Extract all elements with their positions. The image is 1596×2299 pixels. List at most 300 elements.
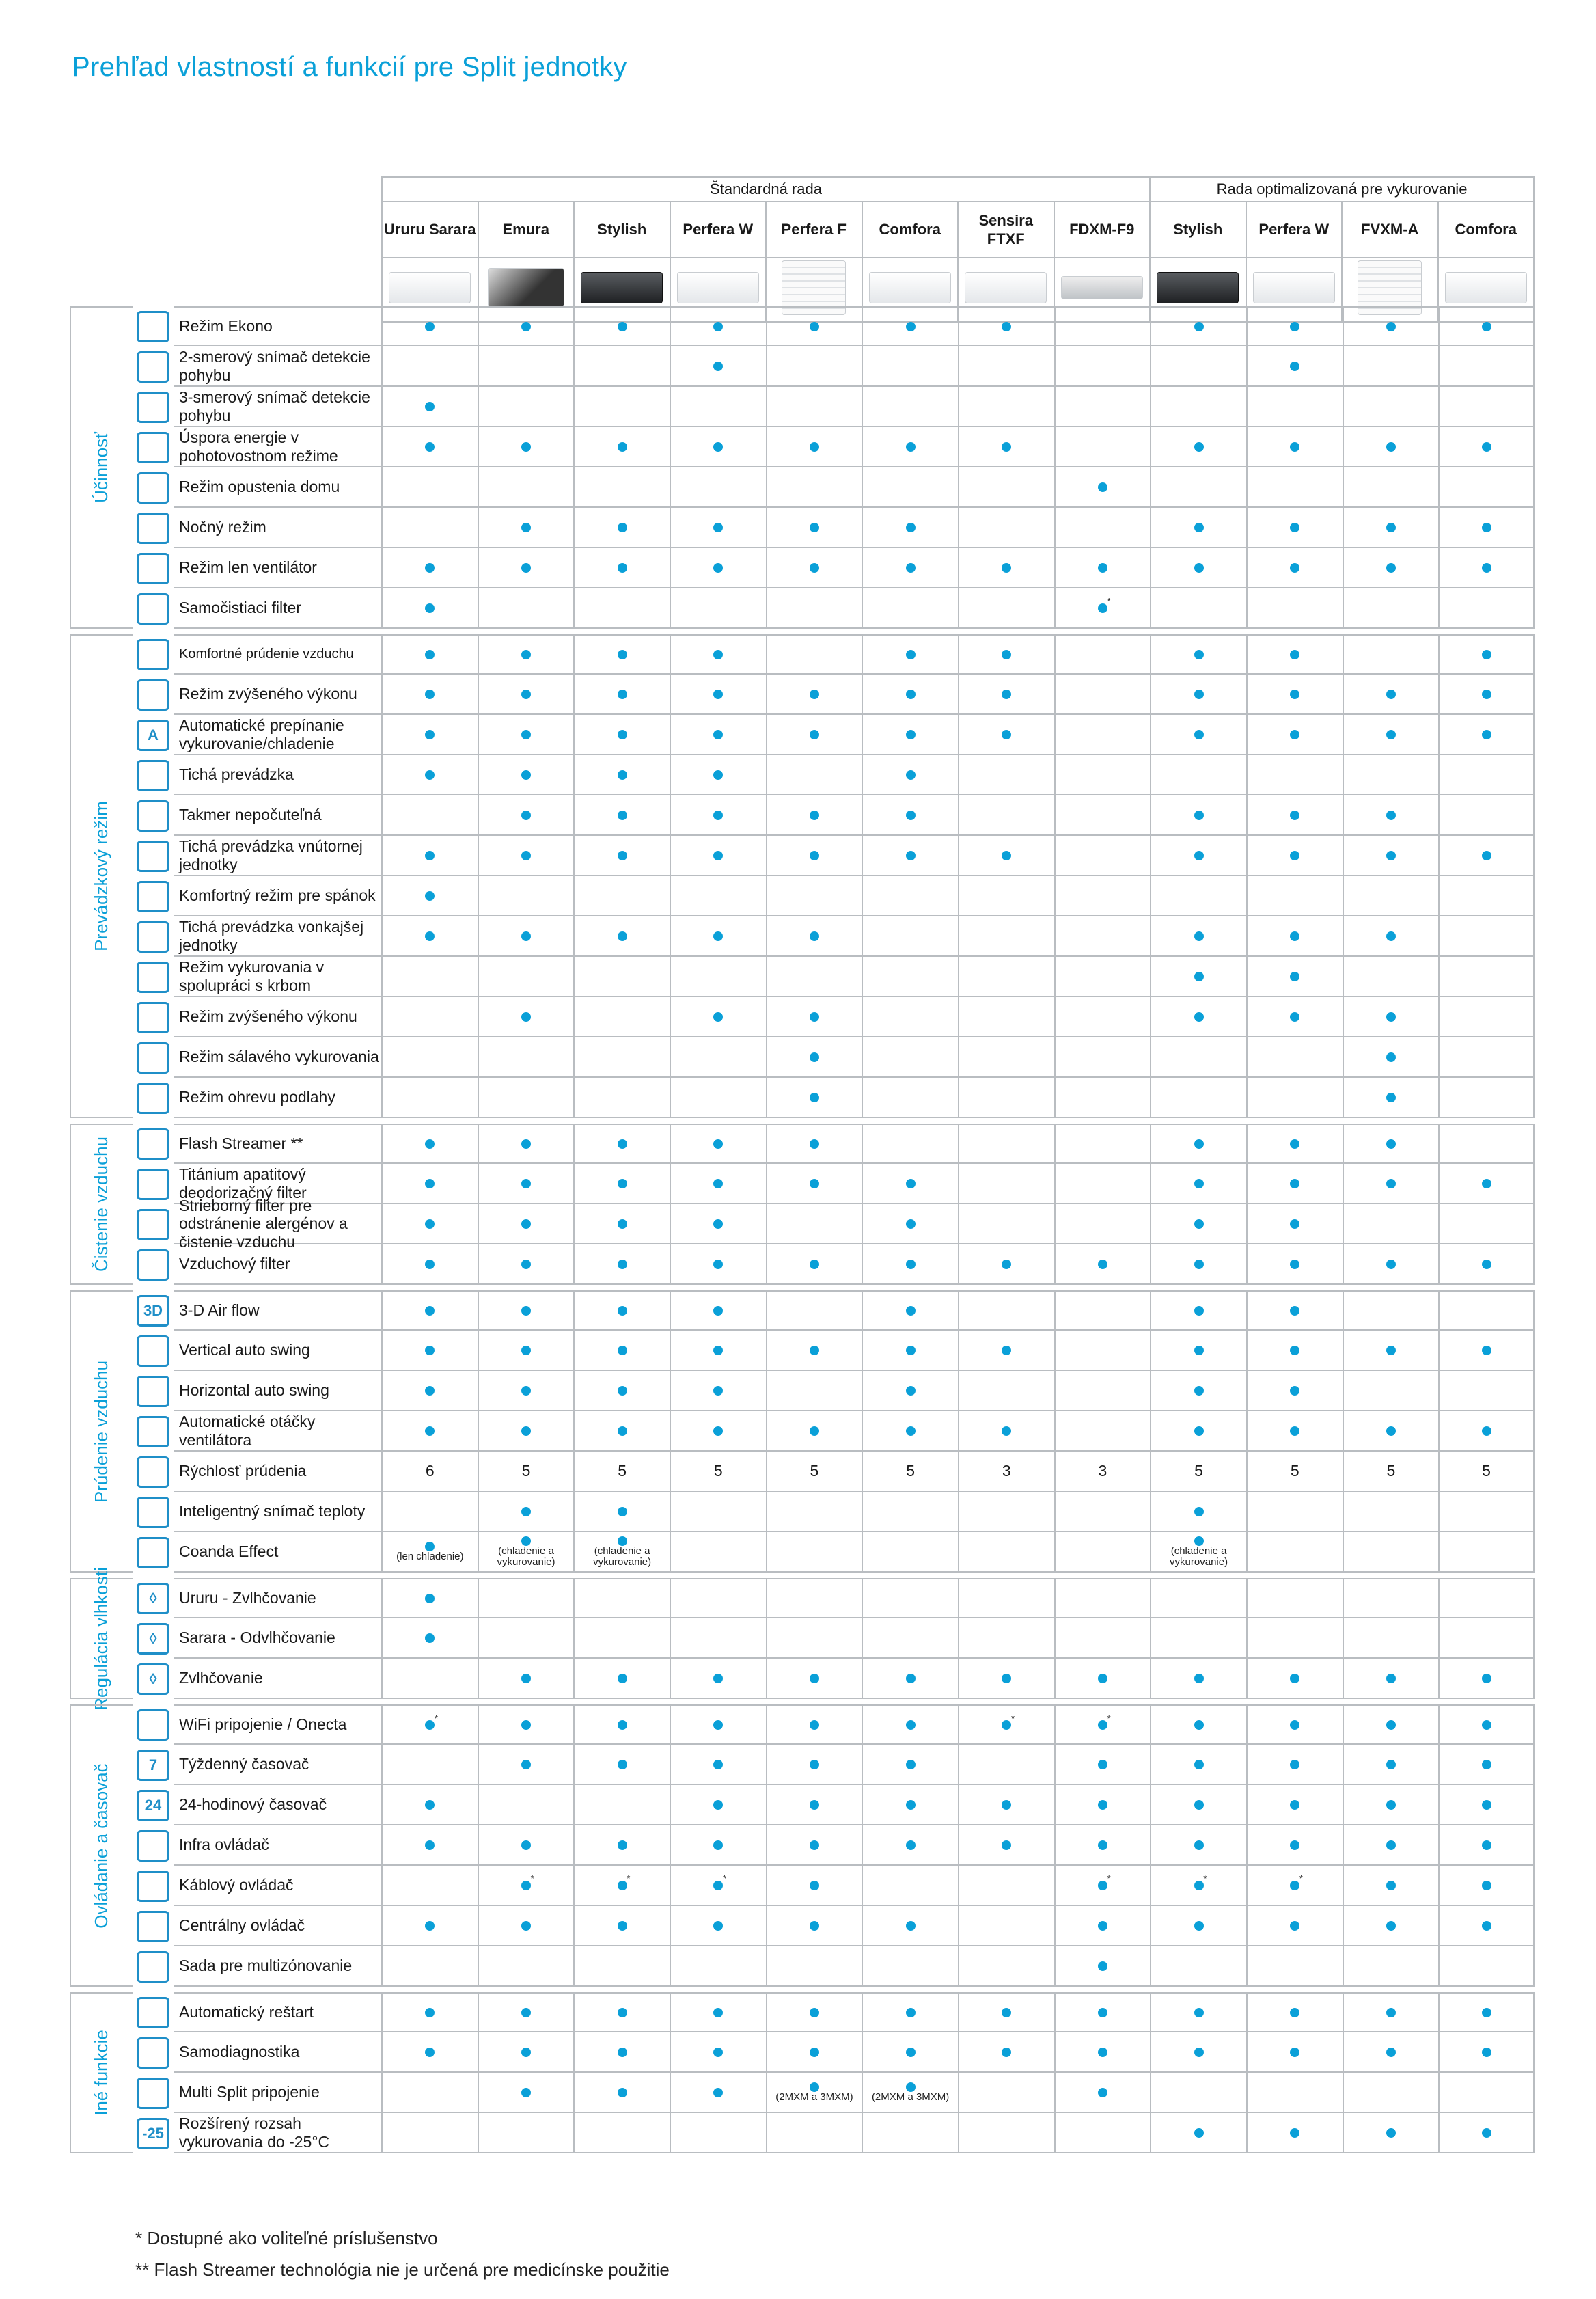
table-row (133, 2073, 1535, 2113)
table-cell (862, 1331, 958, 1371)
availability-dot (906, 1179, 916, 1188)
table-cell (862, 2113, 958, 2153)
table-cell (573, 755, 670, 795)
table-cell (766, 306, 862, 346)
speed-value: 5 (906, 1462, 915, 1480)
table-cell (862, 427, 958, 467)
table-cell (670, 675, 766, 715)
table-cell (670, 836, 766, 876)
table-cell (1438, 2113, 1535, 2153)
table-cell (766, 1124, 862, 1164)
table-cell (862, 634, 958, 675)
availability-dot (1098, 1840, 1107, 1850)
table-row (133, 1866, 1535, 1906)
table-cell (958, 2032, 1054, 2073)
availability-dot (1002, 851, 1011, 860)
table-cell (670, 387, 766, 427)
availability-dot (1386, 1093, 1396, 1102)
table-cell (958, 916, 1054, 957)
availability-dot (425, 603, 435, 613)
table-cell (1150, 2113, 1246, 2153)
feature-label: Samočistiaci filter (174, 588, 381, 629)
availability-dot (618, 322, 627, 331)
table-cell (1343, 1204, 1439, 1244)
table-cell (670, 548, 766, 588)
section-name: Čistenie vzduchu (91, 1137, 112, 1272)
availability-dot (425, 1139, 435, 1149)
feature-label: Inteligentný snímač teploty (174, 1492, 381, 1532)
table-cell (1150, 675, 1246, 715)
table-cell (1054, 306, 1151, 346)
table-cell (573, 1618, 670, 1659)
availability-dot (1002, 322, 1011, 331)
table-row (133, 1452, 1535, 1492)
availability-dot (1002, 1260, 1011, 1269)
table-cell (862, 306, 958, 346)
table-cell (1438, 1290, 1535, 1331)
multi-split-icon (133, 2073, 174, 2113)
table-cell (670, 1037, 766, 1078)
group-standard: Štandardná rada (382, 177, 1150, 202)
optional-mark: * (722, 1873, 727, 1883)
availability-dot (425, 931, 435, 941)
table-cell (766, 588, 862, 629)
table-row (133, 1785, 1535, 1825)
feature-label: Strieborný filter pre odstránenie alergénov a čistenie vzduchu (174, 1204, 381, 1244)
availability-dot (1290, 811, 1299, 820)
table-cell (1438, 795, 1535, 836)
section-label (70, 1566, 133, 1711)
table-cell (1150, 1745, 1246, 1785)
availability-dot (618, 1139, 627, 1149)
table-cell (1246, 1411, 1343, 1452)
table-cell (478, 1785, 574, 1825)
table-cell (381, 1618, 478, 1659)
table-cell (573, 1866, 670, 1906)
availability-dot (1290, 1346, 1299, 1355)
table-cell (1343, 1124, 1439, 1164)
table-cell (1246, 836, 1343, 876)
table-row (133, 1290, 1535, 1331)
table-cell (1150, 1866, 1246, 1906)
availability-dot (521, 690, 531, 699)
availability-dot (521, 1881, 531, 1890)
table-cell (766, 1371, 862, 1411)
table-cell (1054, 2032, 1151, 2073)
availability-dot (1002, 442, 1011, 452)
availability-dot (521, 1674, 531, 1683)
availability-dot (1194, 322, 1204, 331)
optional-mark: * (1203, 1873, 1207, 1883)
table-cell (1054, 1578, 1151, 1618)
availability-dot (810, 811, 819, 820)
availability-dot (906, 770, 916, 780)
feature-label: 2-smerový snímač detekcie pohybu (174, 346, 381, 387)
availability-dot (521, 1346, 531, 1355)
table-cell (478, 2073, 574, 2113)
table-cell (381, 795, 478, 836)
table-cell (766, 346, 862, 387)
table-cell (573, 1331, 670, 1371)
feature-label: 24-hodinový časovač (174, 1785, 381, 1825)
table-cell (381, 916, 478, 957)
availability-dot (713, 690, 723, 699)
feature-label: Tichá prevádzka vnútornej jednotky (174, 836, 381, 876)
availability-dot (425, 851, 435, 860)
table-row (133, 1244, 1535, 1285)
availability-dot (425, 1800, 435, 1810)
table-row (133, 427, 1535, 467)
availability-dot (618, 523, 627, 532)
availability-dot (521, 1507, 531, 1516)
table-cell (670, 508, 766, 548)
availability-dot (1482, 690, 1491, 699)
product-image (581, 272, 663, 303)
floor-warming-icon (133, 1078, 174, 1118)
table-cell (573, 1244, 670, 1285)
feature-label: Centrálny ovládač (174, 1906, 381, 1946)
table-cell (381, 2032, 478, 2073)
availability-dot (618, 1921, 627, 1931)
table-cell (573, 795, 670, 836)
table-cell (862, 997, 958, 1037)
table-cell (573, 1578, 670, 1618)
table-cell (478, 1704, 574, 1745)
auto-fan-speed-icon (133, 1411, 174, 1452)
table-cell (862, 1164, 958, 1204)
table-cell (573, 876, 670, 916)
column-header: Comfora (1438, 202, 1535, 258)
table-cell (1054, 346, 1151, 387)
table-cell (670, 1704, 766, 1745)
availability-dot (713, 1881, 723, 1890)
table-cell (1246, 755, 1343, 795)
availability-dot (713, 1921, 723, 1931)
section-label (70, 306, 133, 629)
sleep-mode-icon (133, 876, 174, 916)
table-cell (478, 548, 574, 588)
feature-label: Automatické otáčky ventilátora (174, 1411, 381, 1452)
table-cell (1246, 916, 1343, 957)
table-cell (1054, 1411, 1151, 1452)
availability-dot (1482, 1260, 1491, 1269)
table-cell (1054, 588, 1151, 629)
availability-dot (1386, 1012, 1396, 1022)
availability-dot (713, 2008, 723, 2017)
table-cell (1438, 634, 1535, 675)
table-cell (1343, 467, 1439, 508)
table-cell (573, 1825, 670, 1866)
availability-dot (521, 442, 531, 452)
econo-icon (133, 306, 174, 346)
availability-dot (1386, 1800, 1396, 1810)
table-row (133, 755, 1535, 795)
table-cell (958, 1906, 1054, 1946)
table-cell (1246, 1371, 1343, 1411)
table-cell (1150, 1290, 1246, 1331)
table-cell (958, 634, 1054, 675)
table-cell (573, 2073, 670, 2113)
feature-label: Sarara - Odvlhčovanie (174, 1618, 381, 1659)
availability-dot (1194, 1219, 1204, 1229)
availability-dot (810, 2048, 819, 2057)
table-cell (766, 1452, 862, 1492)
table-cell (478, 1078, 574, 1118)
availability-dot (425, 891, 435, 901)
table-cell (1150, 387, 1246, 427)
table-cell (1054, 795, 1151, 836)
table-cell (1246, 1825, 1343, 1866)
table-cell (1246, 1078, 1343, 1118)
availability-dot (1194, 1800, 1204, 1810)
table-cell (1438, 1204, 1535, 1244)
table-cell (1150, 1906, 1246, 1946)
availability-dot (1386, 563, 1396, 573)
availability-dot (810, 1179, 819, 1188)
availability-dot (810, 730, 819, 739)
availability-dot (1098, 1760, 1107, 1769)
product-image (1253, 272, 1335, 303)
table-cell (766, 1866, 862, 1906)
table-row (133, 346, 1535, 387)
table-cell (1246, 1906, 1343, 1946)
table-cell (1438, 1164, 1535, 1204)
table-cell (478, 1618, 574, 1659)
table-cell (1343, 346, 1439, 387)
table-cell (766, 1906, 862, 1946)
table-cell (766, 1532, 862, 1573)
table-cell (1438, 1037, 1535, 1078)
table-cell (381, 1825, 478, 1866)
table-cell (1343, 1371, 1439, 1411)
availability-dot (425, 1426, 435, 1436)
table-row (133, 548, 1535, 588)
table-cell (478, 588, 574, 629)
table-cell (381, 755, 478, 795)
titanium-filter-icon (133, 1164, 174, 1204)
table-header (381, 176, 1535, 323)
table-cell (958, 836, 1054, 876)
table-cell (381, 1452, 478, 1492)
availability-dot (713, 811, 723, 820)
product-image (965, 272, 1047, 303)
central-remote-icon (133, 1906, 174, 1946)
table-cell (766, 2032, 862, 2073)
table-cell (862, 675, 958, 715)
table-cell (958, 1290, 1054, 1331)
feature-label: Režim Ekono (174, 306, 381, 346)
availability-dot (1386, 851, 1396, 860)
table-cell (1343, 1704, 1439, 1745)
table-cell (670, 467, 766, 508)
table-cell (958, 1866, 1054, 1906)
table-cell (670, 1078, 766, 1118)
table-cell (573, 1411, 670, 1452)
availability-dot (810, 1720, 819, 1730)
table-cell (1343, 795, 1439, 836)
table-row (133, 836, 1535, 876)
availability-dot (1194, 2128, 1204, 2138)
availability-dot (521, 1760, 531, 1769)
indoor-quiet-icon (133, 836, 174, 876)
availability-dot (906, 2048, 916, 2057)
availability-dot (618, 851, 627, 860)
table-row (133, 1578, 1535, 1618)
table-cell (1246, 876, 1343, 916)
table-cell (573, 1037, 670, 1078)
table-cell (862, 1492, 958, 1532)
table-cell (958, 1578, 1054, 1618)
availability-dot (713, 1179, 723, 1188)
availability-dot (810, 523, 819, 532)
table-cell (381, 1331, 478, 1371)
self-diagnosis-icon (133, 2032, 174, 2073)
table-cell (1343, 1866, 1439, 1906)
feature-label: Flash Streamer ** (174, 1124, 381, 1164)
availability-dot (1386, 1260, 1396, 1269)
table-cell (1054, 675, 1151, 715)
availability-dot (1482, 1426, 1491, 1436)
availability-dot (1098, 2048, 1107, 2057)
feature-label: Komfortný režim pre spánok (174, 876, 381, 916)
feature-label: Rýchlosť prúdenia (174, 1452, 381, 1492)
table-cell (1343, 957, 1439, 997)
table-cell (1246, 1785, 1343, 1825)
availability-dot (1482, 1179, 1491, 1188)
table-cell (766, 2073, 862, 2113)
table-cell (1438, 675, 1535, 715)
table-cell (381, 1532, 478, 1573)
table-cell (1054, 1825, 1151, 1866)
availability-dot (1482, 563, 1491, 573)
table-cell (1343, 916, 1439, 957)
table-cell (1438, 467, 1535, 508)
table-cell (670, 1906, 766, 1946)
table-cell (1150, 306, 1246, 346)
table-cell (381, 1124, 478, 1164)
section-label (70, 1992, 133, 2153)
feature-label: Tichá prevádzka vonkajšej jednotky (174, 916, 381, 957)
availability-dot (618, 1674, 627, 1683)
table-row (133, 916, 1535, 957)
table-cell (670, 1244, 766, 1285)
availability-dot (425, 1594, 435, 1603)
availability-dot (1098, 1674, 1107, 1683)
speed-value: 6 (425, 1462, 435, 1480)
availability-dot (1098, 1921, 1107, 1931)
availability-dot (1194, 2048, 1204, 2057)
availability-dot (810, 1346, 819, 1355)
table-cell (1438, 1992, 1535, 2032)
table-row (133, 1078, 1535, 1118)
availability-dot (425, 322, 435, 331)
table-cell (862, 508, 958, 548)
table-cell (1054, 1906, 1151, 1946)
table-cell (670, 346, 766, 387)
3d-airflow-icon: 3D (133, 1290, 174, 1331)
table-cell (958, 467, 1054, 508)
table-cell (958, 1992, 1054, 2032)
table-cell (1246, 2032, 1343, 2073)
availability-dot (521, 1139, 531, 1149)
table-cell (1054, 1290, 1151, 1331)
availability-dot (906, 1260, 916, 1269)
availability-dot (1290, 2128, 1299, 2138)
table-cell (1150, 346, 1246, 387)
table-cell (1054, 1078, 1151, 1118)
availability-dot (1194, 1507, 1204, 1516)
availability-dot (1194, 1921, 1204, 1931)
availability-dot (1002, 1800, 1011, 1810)
table-cell (766, 957, 862, 997)
availability-dot (906, 730, 916, 739)
table-cell (573, 427, 670, 467)
table-cell (958, 588, 1054, 629)
table-row (133, 795, 1535, 836)
availability-dot (1194, 1306, 1204, 1316)
table-cell (381, 346, 478, 387)
table-cell (670, 1452, 766, 1492)
table-cell (670, 1785, 766, 1825)
table-cell (1150, 588, 1246, 629)
table-cell (862, 1866, 958, 1906)
table-cell (1438, 548, 1535, 588)
availability-dot (1290, 972, 1299, 981)
table-cell (573, 2113, 670, 2153)
availability-dot (1386, 1881, 1396, 1890)
availability-dot (618, 1507, 627, 1516)
table-cell (766, 1618, 862, 1659)
availability-dot (1290, 1012, 1299, 1022)
availability-dot (1098, 1800, 1107, 1810)
table-cell (1246, 1164, 1343, 1204)
availability-dot (906, 650, 916, 659)
table-cell (1246, 1866, 1343, 1906)
table-cell (1246, 1578, 1343, 1618)
table-cell (1150, 755, 1246, 795)
table-cell (1246, 997, 1343, 1037)
availability-dot (1386, 690, 1396, 699)
availability-dot (425, 1542, 435, 1551)
table-cell (1246, 1532, 1343, 1573)
table-cell (766, 508, 862, 548)
table-cell (573, 1946, 670, 1987)
table-cell (670, 1371, 766, 1411)
availability-dot (1482, 2008, 1491, 2017)
table-cell (1438, 1492, 1535, 1532)
availability-dot (1098, 1720, 1107, 1730)
table-cell (478, 306, 574, 346)
availability-dot (618, 2088, 627, 2097)
table-cell (862, 2032, 958, 2073)
vertical-swing-icon (133, 1331, 174, 1371)
table-row (133, 1825, 1535, 1866)
product-image (1445, 272, 1527, 303)
table-row (133, 957, 1535, 997)
availability-dot (713, 1219, 723, 1229)
table-cell (1150, 467, 1246, 508)
feature-label: Komfortné prúdenie vzduchu (174, 634, 381, 675)
availability-dot (618, 1720, 627, 1730)
table-cell (862, 1411, 958, 1452)
feature-label: Sada pre multizónovanie (174, 1946, 381, 1987)
availability-dot (1194, 1674, 1204, 1683)
table-cell (381, 675, 478, 715)
feature-label: Automatický reštart (174, 1992, 381, 2032)
table-cell (478, 1204, 574, 1244)
table-cell (573, 1204, 670, 1244)
feature-label: Režim len ventilátor (174, 548, 381, 588)
